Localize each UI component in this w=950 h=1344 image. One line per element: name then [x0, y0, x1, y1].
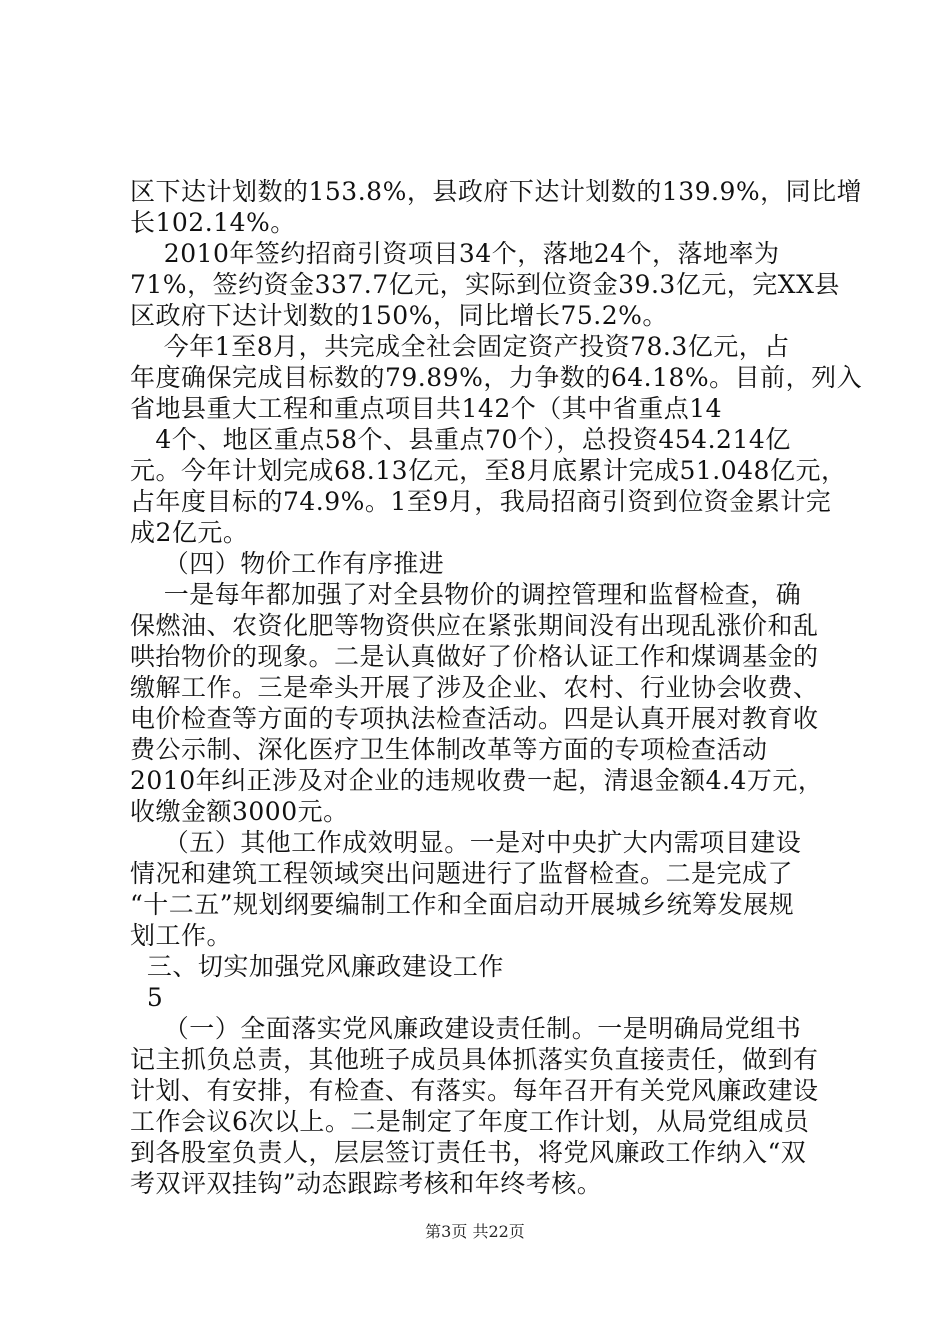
body-text-line: 成2亿元。 — [130, 518, 249, 547]
body-text-line: 2010年签约招商引资项目34个，落地24个，落地率为 — [130, 239, 780, 268]
body-text-line: （五）其他工作成效明显。一是对中央扩大内需项目建设 — [130, 828, 802, 857]
body-text-line: 71%，签约资金337.7亿元，实际到位资金39.3亿元，完XX县 — [130, 270, 840, 299]
body-text-line: “十二五”规划纲要编制工作和全面启动开展城乡统筹发展规 — [130, 890, 795, 919]
body-text-line: 区政府下达计划数的150%，同比增长75.2%。 — [130, 301, 668, 330]
body-text-line: 收缴金额3000元。 — [130, 797, 349, 826]
body-text-line: 缴解工作。三是牵头开展了涉及企业、农村、行业协会收费、 — [130, 673, 819, 702]
body-text-line: 长102.14%。 — [130, 208, 296, 237]
body-text-line: 划工作。 — [130, 921, 233, 950]
body-text-line: 区下达计划数的153.8%，县政府下达计划数的139.9%，同比增 — [130, 177, 863, 206]
body-text-line: 省地县重大工程和重点项目共142个（其中省重点14 — [130, 394, 723, 423]
body-text-line: 计划、有安排，有检查、有落实。每年召开有关党风廉政建设 — [130, 1076, 819, 1105]
body-text-line: 哄抬物价的现象。二是认真做好了价格认证工作和煤调基金的 — [130, 642, 819, 671]
section-heading: 三、切实加强党风廉政建设工作 — [130, 952, 504, 981]
body-text-line: （一）全面落实党风廉政建设责任制。一是明确局党组书 — [130, 1014, 802, 1043]
body-text-line: 元。今年计划完成68.13亿元，至8月底累计完成51.048亿元， — [130, 456, 847, 485]
body-text-line: 费公示制、深化医疗卫生体制改革等方面的专项检查活动 — [130, 735, 768, 764]
body-text-line: 4个、地区重点58个、县重点70个），总投资454.214亿 — [130, 425, 791, 454]
body-text-line: 2010年纠正涉及对企业的违规收费一起，清退金额4.4万元， — [130, 766, 824, 795]
body-text-line: 考双评双挂钩”动态跟踪考核和年终考核。 — [130, 1169, 603, 1198]
stray-page-number: 5 — [130, 983, 164, 1012]
page-footer: 第3页 共22页 — [425, 1222, 525, 1241]
body-text-line: 记主抓负总责，其他班子成员具体抓落实负直接责任，做到有 — [130, 1045, 819, 1074]
body-text-line: 今年1至8月，共完成全社会固定资产投资78.3亿元，占 — [130, 332, 790, 361]
body-text-line: 电价检查等方面的专项执法检查活动。四是认真开展对教育收 — [130, 704, 819, 733]
body-text-line: 情况和建筑工程领域突出问题进行了监督检查。二是完成了 — [130, 859, 794, 888]
body-text-line: 保燃油、农资化肥等物资供应在紧张期间没有出现乱涨价和乱 — [130, 611, 819, 640]
body-text-line: 一是每年都加强了对全县物价的调控管理和监督检查，确 — [130, 580, 802, 609]
body-text-line: 占年度目标的74.9%。1至9月，我局招商引资到位资金累计完 — [130, 487, 832, 516]
body-text-line: 到各股室负责人，层层签订责任书，将党风廉政工作纳入“双 — [130, 1138, 807, 1167]
section-heading: （四）物价工作有序推进 — [130, 549, 445, 578]
body-text-line: 工作会议6次以上。二是制定了年度工作计划，从局党组成员 — [130, 1107, 810, 1136]
body-text-line: 年度确保完成目标数的79.89%，力争数的64.18%。目前，列入 — [130, 363, 863, 392]
